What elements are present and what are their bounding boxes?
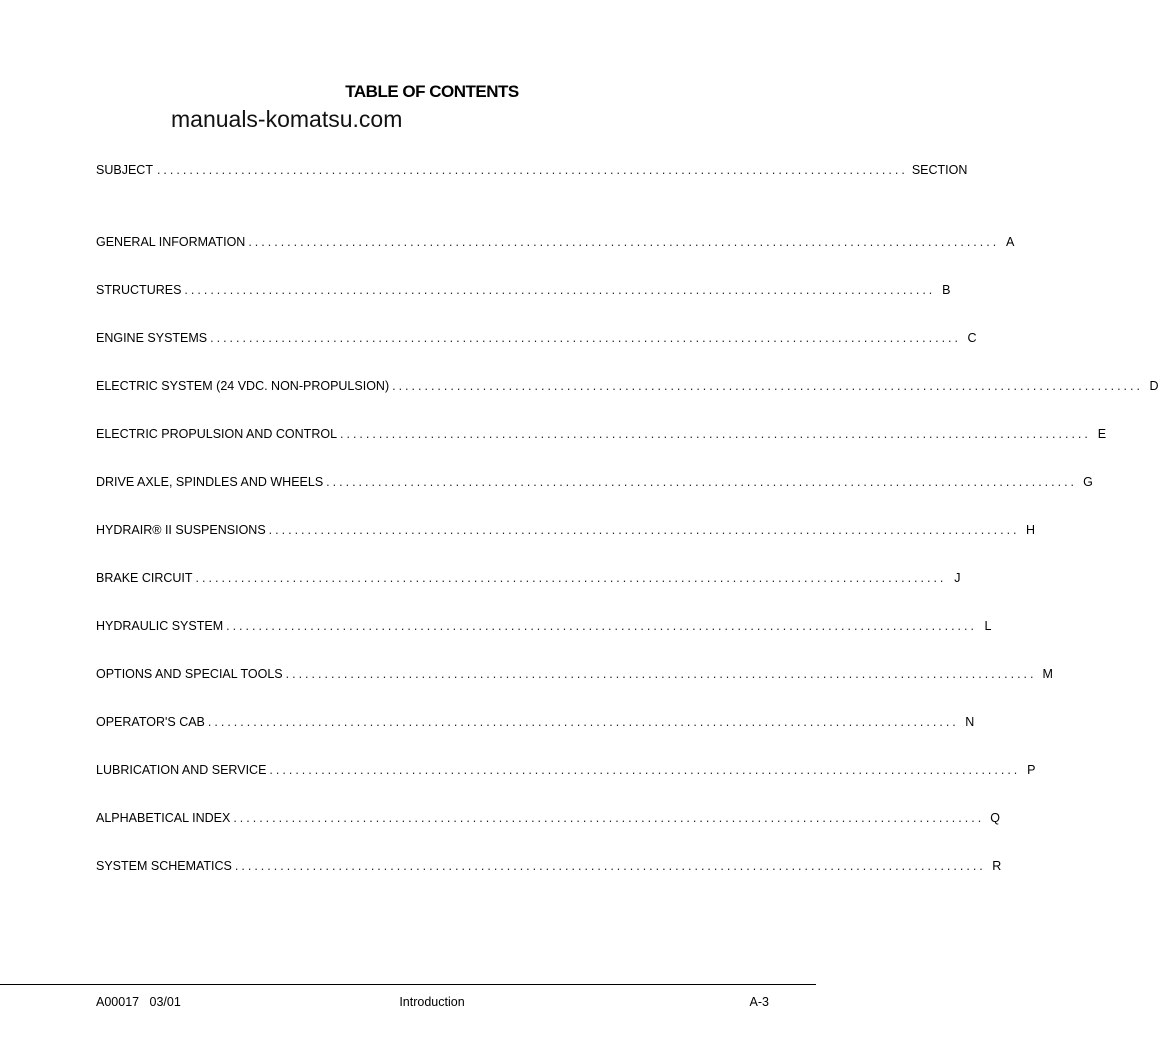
toc-entry-label: HYDRAULIC SYSTEM bbox=[96, 619, 224, 633]
toc-entry-label: HYDRAIR® II SUSPENSIONS bbox=[96, 523, 266, 537]
leader-dots: .................................................................................................................... bbox=[234, 859, 986, 873]
leader-dots: .................................................................................................................... bbox=[326, 475, 1078, 489]
footer-document-code: A00017 03/01 bbox=[96, 995, 181, 1009]
toc-entry[interactable] bbox=[96, 523, 1036, 571]
toc-entry-label: DRIVE AXLE, SPINDLES AND WHEELS bbox=[96, 475, 324, 489]
leader-dots: .................................................................................................................... bbox=[269, 763, 1021, 777]
leader-dots: .................................................................................................................... bbox=[210, 331, 961, 345]
toc-entry-label: SYSTEM SCHEMATICS bbox=[96, 859, 232, 873]
toc-entry-section: A bbox=[1006, 235, 1015, 249]
toc-entry-label: LUBRICATION AND SERVICE bbox=[96, 763, 267, 777]
toc-entry-section: M bbox=[1042, 667, 1053, 681]
toc-entry-label: OPTIONS AND SPECIAL TOOLS bbox=[96, 667, 283, 681]
leader-dots: .................................................................................................................... bbox=[392, 379, 1143, 393]
toc-entry-section: G bbox=[1083, 475, 1093, 489]
toc-entry-section: R bbox=[992, 859, 1002, 873]
footer-page-number: A-3 bbox=[749, 995, 769, 1009]
leader-dots: .................................................................................................................... bbox=[268, 523, 1020, 537]
leader-dots: .................................................................................................................... bbox=[233, 811, 985, 825]
leader-dots: .................................................................................................................... bbox=[184, 283, 936, 297]
toc-entry-section: B bbox=[942, 283, 951, 297]
section-column-label: SECTION bbox=[911, 163, 968, 177]
toc-entry-label: GENERAL INFORMATION bbox=[96, 235, 246, 249]
toc-header bbox=[96, 163, 968, 177]
toc-entry-label: BRAKE CIRCUIT bbox=[96, 571, 193, 585]
toc-entry-section: P bbox=[1027, 763, 1036, 777]
toc-entry-section: H bbox=[1026, 523, 1036, 537]
toc-entry[interactable] bbox=[96, 811, 1001, 859]
toc-entry-section: Q bbox=[990, 811, 1001, 825]
toc-entry[interactable] bbox=[96, 475, 1093, 523]
toc-entry-section: C bbox=[967, 331, 977, 345]
toc-entry-label: ELECTRIC SYSTEM (24 VDC. NON-PROPULSION) bbox=[96, 379, 390, 393]
footer-divider bbox=[0, 984, 816, 985]
leader-dots: .................................................................................................................... bbox=[156, 163, 908, 177]
toc-entry-label: OPERATOR'S CAB bbox=[96, 715, 205, 729]
toc-entry[interactable] bbox=[96, 619, 992, 667]
toc-list bbox=[96, 235, 1159, 907]
leader-dots: .................................................................................................................... bbox=[195, 571, 947, 585]
leader-dots: .................................................................................................................... bbox=[248, 235, 1000, 249]
toc-entry-section: J bbox=[954, 571, 961, 585]
subject-column-label: SUBJECT bbox=[96, 163, 153, 177]
footer-chapter-name: Introduction bbox=[399, 995, 465, 1009]
toc-entry[interactable] bbox=[96, 235, 1015, 283]
leader-dots: .................................................................................................................... bbox=[226, 619, 977, 633]
toc-entry-label: ELECTRIC PROPULSION AND CONTROL bbox=[96, 427, 338, 441]
toc-entry-label: ALPHABETICAL INDEX bbox=[96, 811, 231, 825]
toc-entry-section: E bbox=[1097, 427, 1107, 441]
leader-dots: .................................................................................................................... bbox=[340, 427, 1091, 441]
toc-entry-label: STRUCTURES bbox=[96, 283, 182, 297]
toc-entry[interactable] bbox=[96, 667, 1053, 715]
toc-entry[interactable] bbox=[96, 763, 1036, 811]
toc-entry-section: D bbox=[1149, 379, 1159, 393]
toc-entry-section: L bbox=[984, 619, 992, 633]
page-title: TABLE OF CONTENTS bbox=[345, 82, 519, 101]
toc-entry[interactable] bbox=[96, 859, 1002, 907]
watermark-text: manuals-komatsu.com bbox=[171, 106, 403, 132]
toc-entry-section: N bbox=[965, 715, 975, 729]
toc-entry[interactable] bbox=[96, 379, 1159, 427]
toc-entry[interactable] bbox=[96, 715, 975, 763]
toc-entry[interactable] bbox=[96, 427, 1107, 475]
leader-dots: .................................................................................................................... bbox=[285, 667, 1037, 681]
leader-dots: .................................................................................................................... bbox=[207, 715, 959, 729]
toc-entry[interactable] bbox=[96, 283, 951, 331]
toc-entry[interactable] bbox=[96, 331, 977, 379]
toc-entry-label: ENGINE SYSTEMS bbox=[96, 331, 208, 345]
toc-entry[interactable] bbox=[96, 571, 961, 619]
